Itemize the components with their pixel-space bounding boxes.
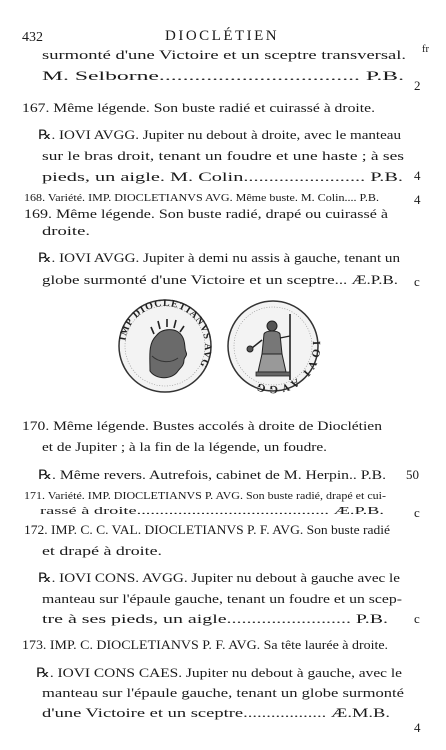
entry-170-line-1: [22, 418, 382, 436]
entry-172r-line-2: [42, 591, 402, 609]
entry-cont-line-1: [42, 47, 406, 65]
page-number: 432: [22, 30, 43, 45]
entry-167-line-1: [22, 100, 375, 118]
entry-171-price: c: [414, 505, 420, 520]
entry-172r-price: c: [414, 611, 420, 626]
entry-167r-line-3: [42, 169, 403, 187]
entry-169r-line-2: [42, 272, 398, 290]
entry-line-text: globe surmonté d'une Victoire et un sceptre... Æ.P.B.: [42, 272, 398, 287]
entry-168-price: 4: [414, 192, 421, 207]
entry-line-text: droite.: [42, 223, 90, 238]
entry-170-line-2: [42, 439, 327, 457]
entry-line-text: sur le bras droit, tenant un foudre et une haste ; à ses: [42, 148, 404, 163]
entry-173-line-1: [22, 637, 388, 655]
entry-167r-line-1: [38, 127, 401, 145]
entry-line-text: et drapé à droite.: [42, 543, 162, 558]
entry-line-text: manteau sur l'épaule gauche, tenant un globe surmonté: [42, 685, 404, 700]
entry-173r-price: 4: [414, 720, 421, 735]
entry-line-text: pieds, un aigle. M. Colin........................ P.B.: [42, 169, 403, 184]
entry-170r-price: 50: [406, 467, 419, 482]
coin-plate: [0, 296, 446, 396]
reverse-legend: IOVI AVGG: [252, 340, 323, 396]
entry-cont-price: 2: [414, 78, 421, 93]
entry-172-line-1: [24, 522, 390, 540]
entry-line-text: 173. IMP. C. DIOCLETIANVS P. F. AVG. Sa tête laurée à droite.: [22, 637, 389, 652]
entry-173r-line-3: [42, 705, 390, 723]
entry-172r-line-1: [38, 570, 400, 588]
rarity-marker: fr: [422, 44, 429, 55]
entry-line-text: ℞. Même revers. Autrefois, cabinet de M. Herpin.. P.B.: [38, 467, 386, 482]
page-title: DIOCLÉTIEN: [165, 28, 280, 44]
entry-line-text: d'une Victoire et un sceptre.................. Æ.M.B.: [42, 705, 390, 720]
entry-line-text: 171. Variété. IMP. DIOCLETIANVS P. AVG. Son buste radié, drapé et cui-: [24, 491, 386, 502]
entry-172r-line-3: [42, 611, 388, 629]
entry-167r-line-2: [42, 148, 404, 166]
entry-169r-price: c: [414, 274, 420, 289]
entry-173r-line-2: [42, 685, 404, 703]
entry-167r-price: 4: [414, 168, 421, 183]
entry-173r-line-1: [36, 665, 402, 683]
coin-obverse: [117, 298, 213, 392]
entry-line-text: 167. Même légende. Son buste radié et cuirassé à droite.: [22, 100, 375, 115]
entry-169-line-1: [24, 206, 388, 224]
entry-172-line-2: [42, 543, 162, 561]
entry-line-text: ℞. IOVI CONS CAES. Jupiter nu debout à gauche, avec le: [36, 665, 402, 680]
entry-171-line-2: [40, 504, 384, 522]
entry-line-text: surmonté d'une Victoire et un sceptre transversal.: [42, 47, 406, 62]
entry-line-text: rassé à droite.......................................... Æ.P.B.: [40, 506, 384, 517]
entry-line-text: 170. Même légende. Bustes accolés à droite de Dioclétien: [22, 418, 382, 433]
entry-line-text: 168. Variété. IMP. DIOCLETIANVS AVG. Même buste. M. Colin.... P.B.: [24, 193, 380, 204]
entry-line-text: ℞. IOVI AVGG. Jupiter nu debout à droite, avec le manteau: [38, 127, 401, 142]
entry-line-text: 169. Même légende. Son buste radié, drapé ou cuirassé à: [24, 206, 388, 221]
entry-line-text: 172. IMP. C. C. VAL. DIOCLETIANVS P. F. AVG. Son buste radié: [24, 522, 390, 537]
entry-line-text: ℞. IOVI AVGG. Jupiter à demi nu assis à gauche, tenant un: [38, 250, 400, 265]
entry-line-text: manteau sur l'épaule gauche, tenant un foudre et un scep-: [42, 591, 402, 606]
entry-line-text: et de Jupiter ; à la fin de la légende, un foudre.: [42, 439, 327, 454]
coin-reverse: [228, 301, 322, 395]
entry-cont-line-2: [42, 68, 404, 86]
obverse-legend: IMP DIOCLETIANVS AVG: [117, 297, 214, 370]
entry-line-text: ℞. IOVI CONS. AVGG. Jupiter nu debout à gauche avec le: [38, 570, 400, 585]
entry-170r-line-1: [38, 467, 386, 485]
entry-169-line-2: [42, 223, 90, 241]
entry-169r-line-1: [38, 250, 400, 268]
entry-line-text: tre à ses pieds, un aigle......................... P.B.: [42, 611, 388, 626]
entry-line-text: M. Selborne.................................. P.B.: [42, 68, 404, 83]
